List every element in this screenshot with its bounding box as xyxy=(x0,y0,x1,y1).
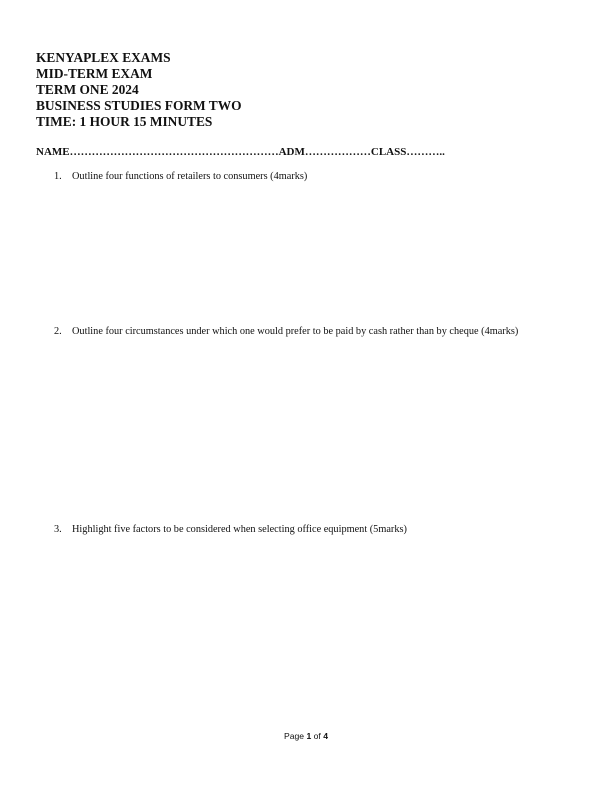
question-number: 2. xyxy=(54,326,62,337)
exam-header xyxy=(36,50,242,130)
exam-duration: TIME: 1 HOUR 15 MINUTES xyxy=(36,114,213,129)
adm-label: ADM xyxy=(278,146,305,158)
page-footer xyxy=(0,731,612,741)
question-number: 3. xyxy=(54,524,62,535)
name-field[interactable]: ………………………………………………… xyxy=(69,146,279,158)
exam-subject: BUSINESS STUDIES FORM TWO xyxy=(36,98,242,113)
class-field[interactable]: ……….. xyxy=(406,146,445,158)
exam-type: MID-TERM EXAM xyxy=(36,66,153,81)
name-label: NAME xyxy=(36,146,70,158)
adm-field[interactable]: ……………… xyxy=(304,146,371,158)
student-info-line xyxy=(36,146,445,158)
page-word: Page xyxy=(284,731,305,741)
current-page: 1 xyxy=(306,731,312,741)
total-pages: 4 xyxy=(323,731,328,741)
of-word: of xyxy=(313,731,321,741)
question-text: Outline four functions of retailers to consumers (4marks) xyxy=(72,171,308,182)
school-name: KENYAPLEX EXAMS xyxy=(36,50,171,65)
question-text: Highlight five factors to be considered when selecting office equipment (5marks) xyxy=(72,524,407,535)
class-label: CLASS xyxy=(370,146,407,158)
question-text: Outline four circumstances under which one would prefer to be paid by cash rather than by cheque (4marks) xyxy=(72,326,519,337)
exam-term: TERM ONE 2024 xyxy=(36,82,139,97)
question-number: 1. xyxy=(54,171,62,182)
